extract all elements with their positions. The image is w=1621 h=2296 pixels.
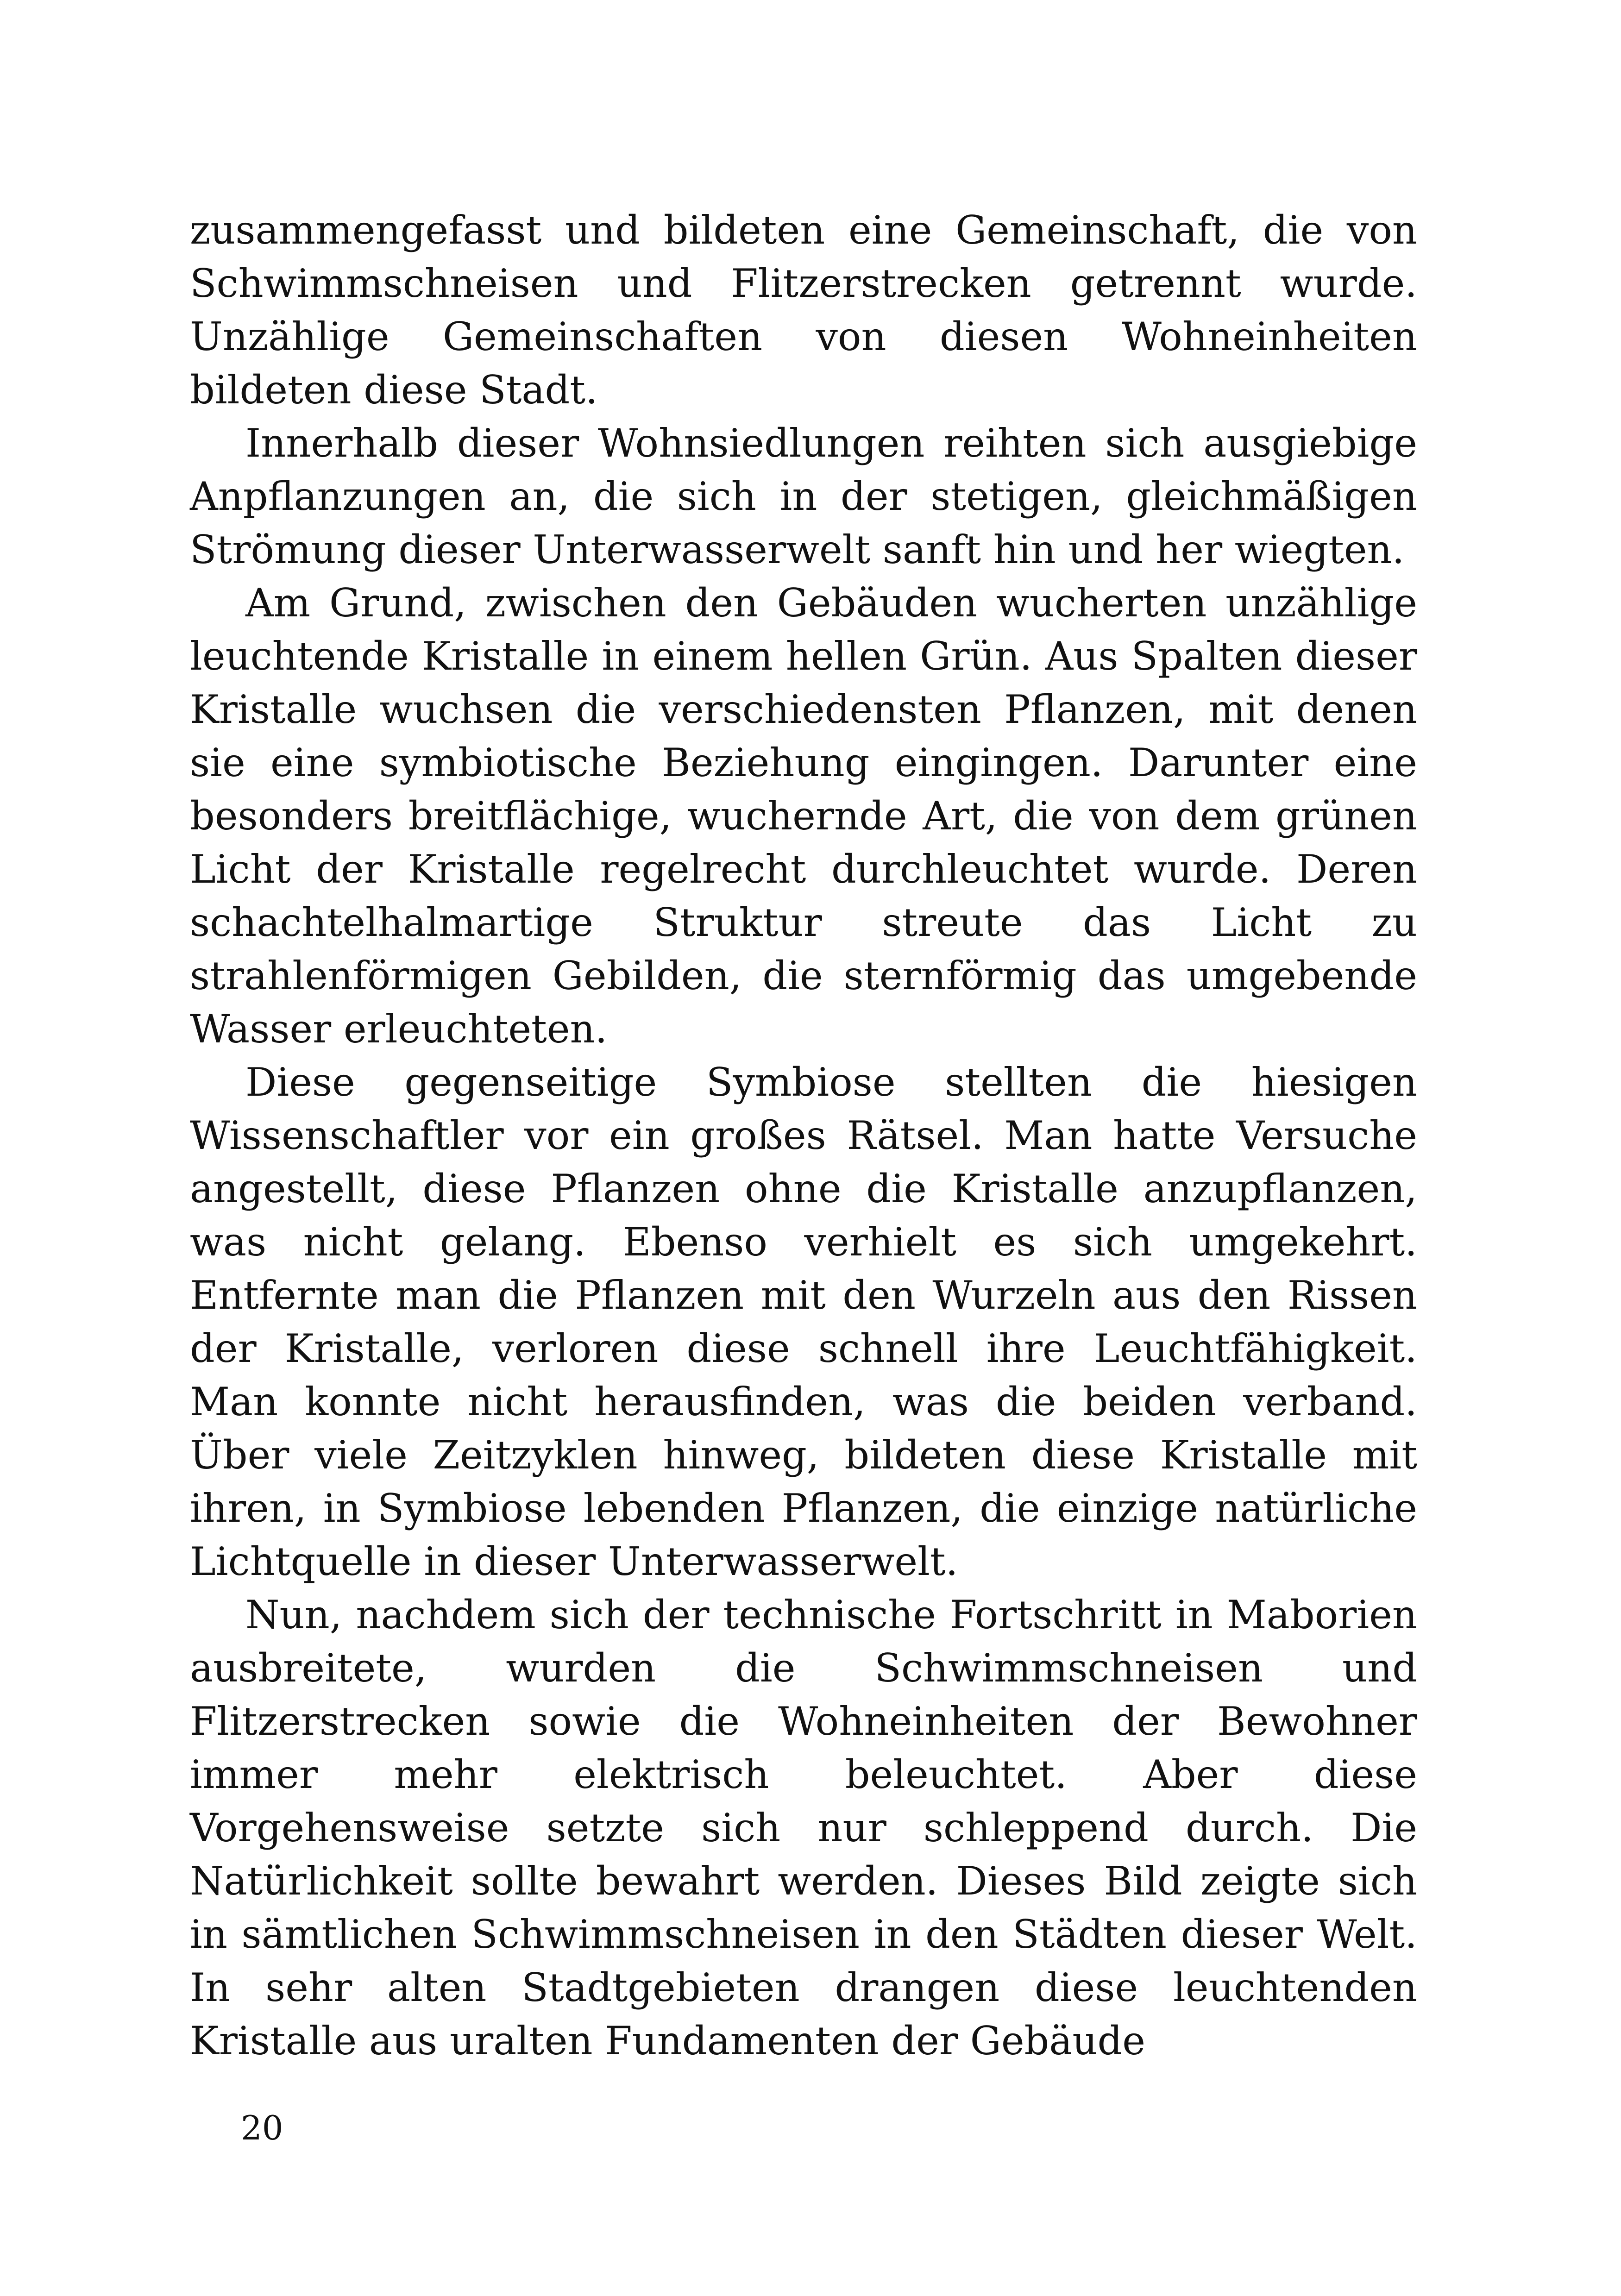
paragraph-3: Am Grund, zwischen den Gebäuden wucherten unzählige leuchtende Kristalle in einem hellen Grün. Aus Spalten dieser Kristalle wuchsen die verschiedensten Pflanzen, mit denen sie eine symbiotische Beziehung eingingen. Darunter eine besonders breitflächige, wuchernde Art, die von dem grünen Licht der Kristalle regelrecht durchleuchtet wurde. Deren schachtelhalmartige Struktur streute das Licht zu strahlenförmigen Gebilden, die sternförmig das umgebende Wasser erleuchteten. [190, 580, 1417, 1052]
body-text [190, 204, 1417, 2068]
paragraph-5: Nun, nachdem sich der technische Fortschritt in Maborien ausbreitete, wurden die Schwimmschneisen und Flitzerstrecken sowie die Wohneinheiten der Bewohner immer mehr elektrisch beleuchtet. Aber diese Vorgehensweise setzte sich nur schleppend durch. Die Natürlichkeit sollte bewahrt werden. Dieses Bild zeigte sich in sämtlichen Schwimmschneisen in den Städten dieser Welt. In sehr alten Stadtgebieten drangen diese leuchtenden Kristalle aus uralten Fundamenten der Gebäude [190, 1592, 1417, 2064]
paragraph-4: Diese gegenseitige Symbiose stellten die hiesigen Wissenschaftler vor ein großes Rätsel. Man hatte Versuche angestellt, diese Pflanzen ohne die Kristalle anzupflanzen, was nicht gelang. Ebenso verhielt es sich umgekehrt. Entfernte man die Pflanzen mit den Wurzeln aus den Rissen der Kristalle, verloren diese schnell ihre Leuchtfähigkeit. Man konnte nicht herausfinden, was die beiden verband. Über viele Zeitzyklen hinweg, bildeten diese Kristalle mit ihren, in Symbiose lebenden Pflanzen, die einzige natürliche Lichtquelle in dieser Unterwasserwelt. [190, 1060, 1417, 1584]
paragraph-1: zusammengefasst und bildeten eine Gemeinschaft, die von Schwimmschneisen und Flitzerstrecken getrennt wurde. Unzählige Gemeinschaften von diesen Wohneinheiten bildeten diese Stadt. [190, 207, 1417, 413]
page-number: 20 [241, 2108, 283, 2147]
paragraph-2: Innerhalb dieser Wohnsiedlungen reihten sich ausgiebige Anpflanzungen an, die sich in der stetigen, gleichmäßigen Strömung dieser Unterwasserwelt sanft hin und her wiegten. [190, 420, 1417, 572]
